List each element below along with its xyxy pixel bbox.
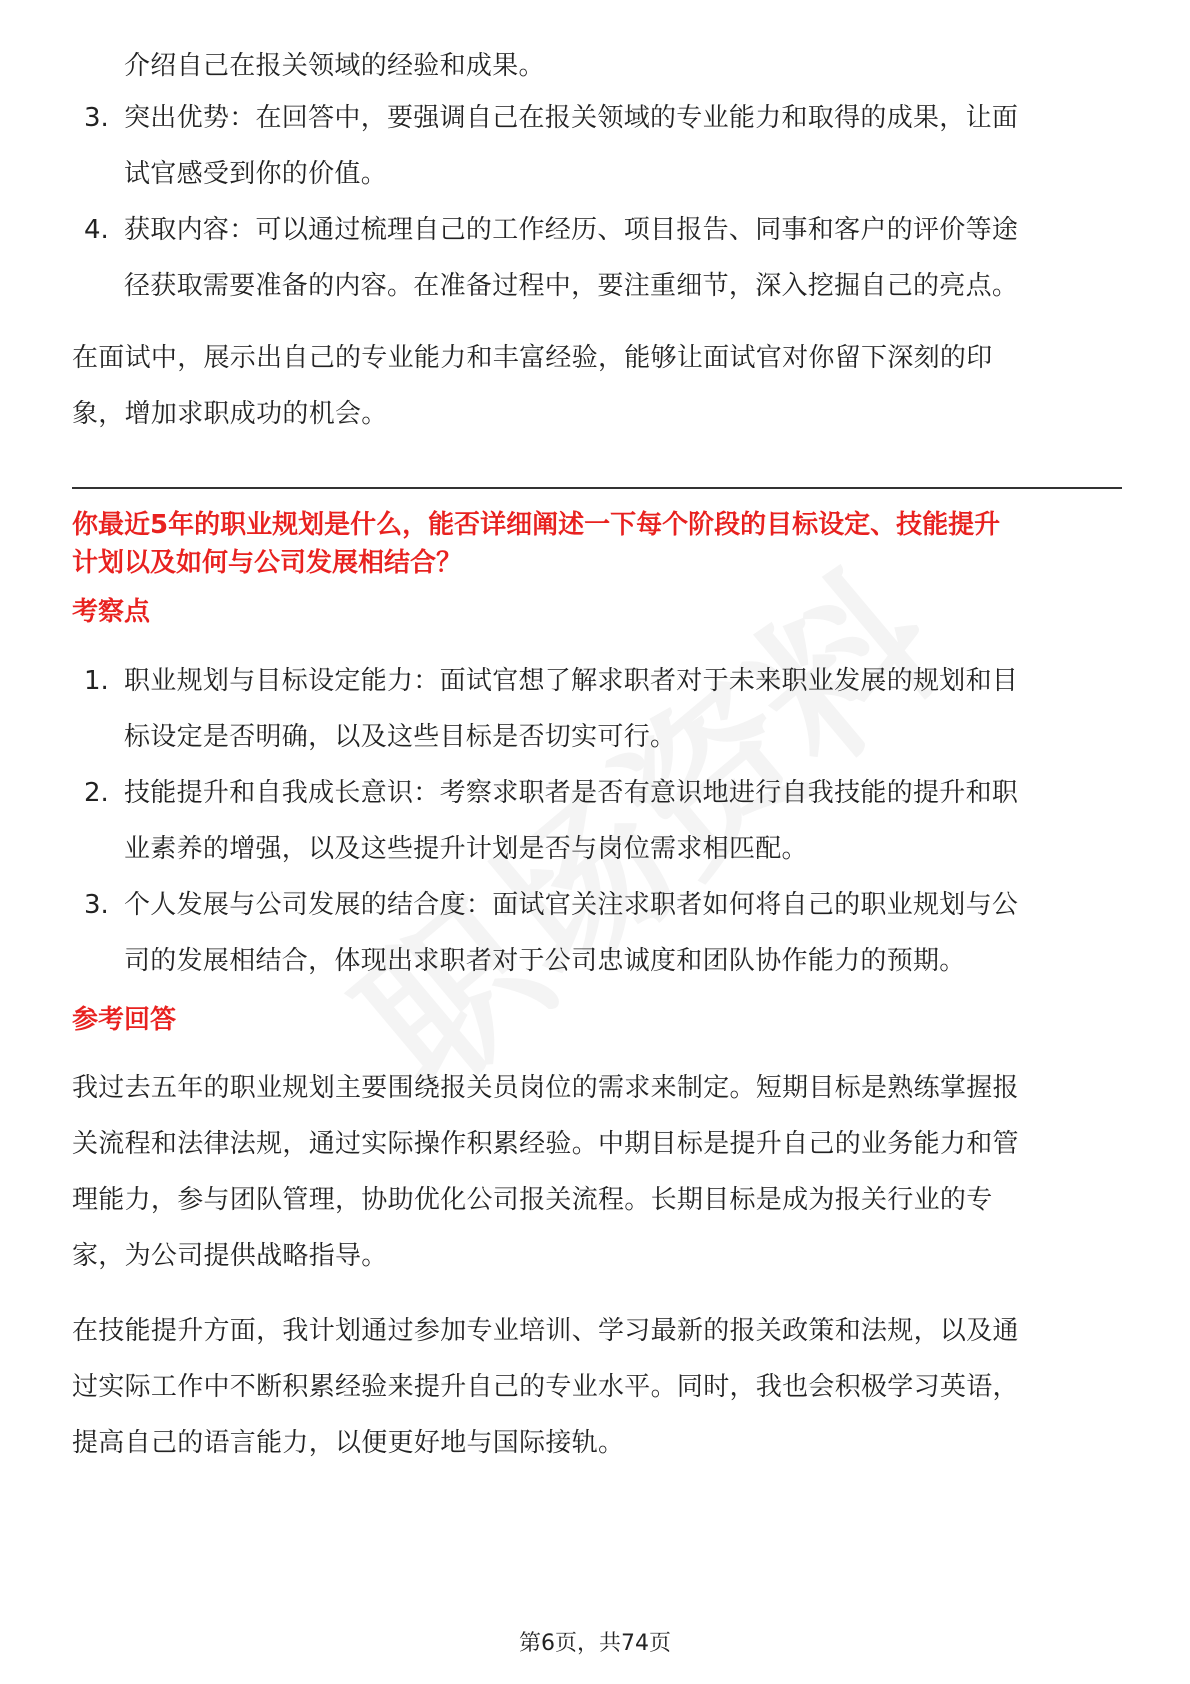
list-item <box>72 90 1122 202</box>
answer-paragraph-1 <box>72 1060 1019 1284</box>
question-heading <box>72 506 1000 582</box>
summary-paragraph <box>72 330 993 442</box>
question-line: 你最近5年的职业规划是什么，能否详细阐述一下每个阶段的目标设定、技能提升 <box>72 510 1001 540</box>
list-line: 业素养的增强，以及这些提升计划是否与岗位需求相匹配。 <box>124 834 808 864</box>
list-number: 3. <box>84 890 109 920</box>
list-line: 试官感受到你的价值。 <box>124 159 388 189</box>
section-title-focus: 考察点 <box>72 597 151 627</box>
list-number: 4. <box>84 215 109 245</box>
list-item-continuation: 介绍自己在报关领域的经验和成果。 <box>124 51 545 81</box>
paragraph-line: 在面试中，展示出自己的专业能力和丰富经验，能够让面试官对你留下深刻的印 <box>72 343 993 373</box>
paragraph-line: 提高自己的语言能力，以便更好地与国际接轨。 <box>72 1428 625 1458</box>
list-number: 3. <box>84 103 109 133</box>
list-item <box>72 653 1122 765</box>
section-title-answer: 参考回答 <box>72 1005 177 1035</box>
paragraph-line: 在技能提升方面，我计划通过参加专业培训、学习最新的报关政策和法规，以及通 <box>72 1316 1019 1346</box>
question-line: 计划以及如何与公司发展相结合？ <box>72 548 463 578</box>
section-divider <box>72 487 1122 489</box>
list-number: 1. <box>84 666 109 696</box>
list-item <box>72 202 1122 314</box>
list-line: 职业规划与目标设定能力：面试官想了解求职者对于未来职业发展的规划和目 <box>124 666 1019 696</box>
paragraph-line: 关流程和法律法规，通过实际操作积累经验。中期目标是提升自己的业务能力和管 <box>72 1129 1019 1159</box>
list-points <box>72 653 1122 989</box>
list-line: 获取内容：可以通过梳理自己的工作经历、项目报告、同事和客户的评价等途 <box>124 215 1019 245</box>
paragraph-line: 过实际工作中不断积累经验来提升自己的专业水平。同时，我也会积极学习英语， <box>72 1372 1019 1402</box>
paragraph-line: 理能力，参与团队管理，协助优化公司报关流程。长期目标是成为报关行业的专 <box>72 1185 993 1215</box>
list-item <box>72 765 1122 877</box>
paragraph-line: 家，为公司提供战略指导。 <box>72 1241 388 1271</box>
page-footer: 第6页，共74页 <box>519 1631 671 1656</box>
list-line: 个人发展与公司发展的结合度：面试官关注求职者如何将自己的职业规划与公 <box>124 890 1019 920</box>
answer-paragraph-2 <box>72 1303 1019 1471</box>
list-line: 技能提升和自我成长意识：考察求职者是否有意识地进行自我技能的提升和职 <box>124 778 1019 808</box>
list-line: 径获取需要准备的内容。在准备过程中，要注重细节，深入挖掘自己的亮点。 <box>124 271 1019 301</box>
list-item <box>72 877 1122 989</box>
list-number: 2. <box>84 778 109 808</box>
list-line: 司的发展相结合，体现出求职者对于公司忠诚度和团队协作能力的预期。 <box>124 946 966 976</box>
paragraph-line: 我过去五年的职业规划主要围绕报关员岗位的需求来制定。短期目标是熟练掌握报 <box>72 1073 1019 1103</box>
list-line: 标设定是否明确，以及这些目标是否切实可行。 <box>124 722 677 752</box>
paragraph-line: 象，增加求职成功的机会。 <box>72 399 388 429</box>
list-top <box>72 90 1122 314</box>
list-line: 突出优势：在回答中，要强调自己在报关领域的专业能力和取得的成果，让面 <box>124 103 1019 133</box>
